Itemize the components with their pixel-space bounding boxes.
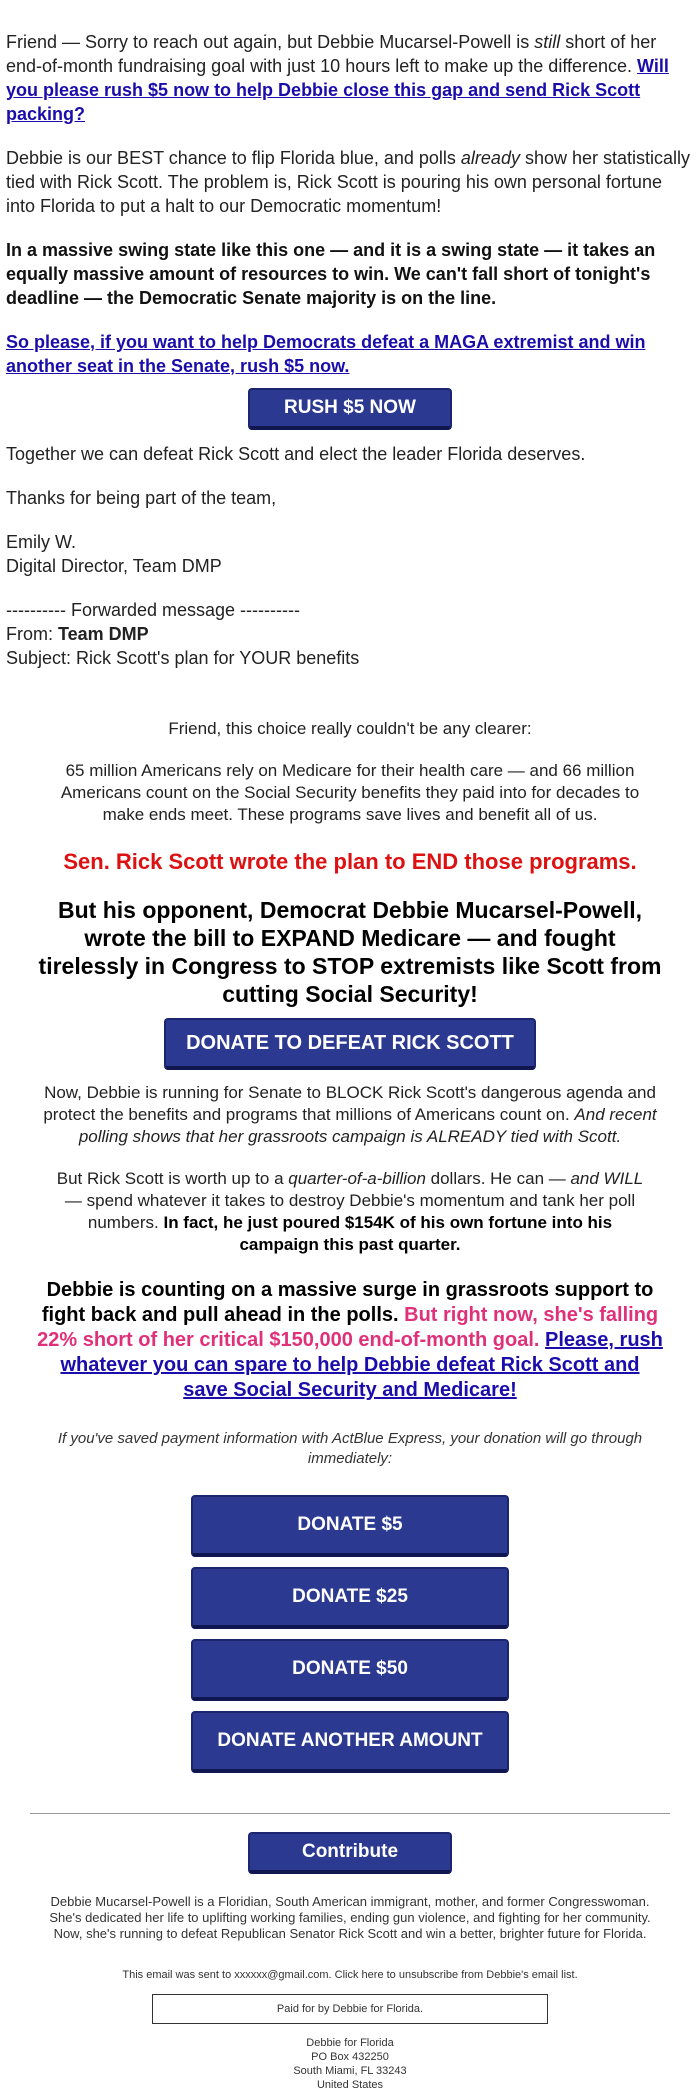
black-heading: But his opponent, Democrat Debbie Mucarsel-Powell, wrote the bill to EXPAND Medicare — and fought tirelessly in Congress to STOP extremists like Scott from cutting Social Security! — [38, 897, 662, 1007]
signature-title: Digital Director, Team DMP — [6, 556, 222, 576]
intro-text: Friend — Sorry to reach out again, but Debbie Mucarsel-Powell is — [6, 32, 535, 52]
address-line: Debbie for Florida — [306, 2037, 394, 2049]
thanks-line: Thanks for being part of the team, — [6, 488, 277, 508]
closing-line: Together we can defeat Rick Scott and elect the leader Florida deserves. — [6, 444, 586, 464]
intro-text: Debbie is our BEST chance to flip Florida blue, and polls — [6, 148, 461, 168]
contribute-row — [6, 1832, 694, 1874]
unsubscribe-text[interactable]: This email was sent to xxxxxx@gmail.com. Click here to unsubscribe from Debbie's email list. — [122, 1969, 578, 1981]
defeat-button-row — [6, 1018, 694, 1070]
intro-paragraph-1 — [6, 30, 694, 126]
forward-subject: Subject: Rick Scott's plan for YOUR benefits — [6, 648, 360, 668]
swing-state-paragraph: In a massive swing state like this one — and it is a swing state — it takes an equally massive amount of resources to win. We can't fall short of tonight's deadline — the Democratic Senate majority is on the line. — [6, 240, 656, 308]
body-text: dollars. He can — — [425, 1169, 571, 1188]
contribute-button[interactable]: Contribute — [248, 1832, 452, 1874]
donate-25-button[interactable]: DONATE $25 — [191, 1567, 509, 1629]
intro-paragraph-2 — [6, 146, 694, 218]
actblue-express-note: If you've saved payment information with ActBlue Express, your donation will go through immediately: — [57, 1430, 643, 1467]
greeting: Friend, this choice really couldn't be any clearer: — [168, 719, 532, 738]
intro-text: show her statistically tied with Rick Scott. The problem is, Rick Scott is pouring his own personal fortune into Florida to put a halt to our Democratic momentum! — [6, 148, 691, 216]
donate-50-button[interactable]: DONATE $50 — [191, 1639, 509, 1701]
donate-button-list — [6, 1495, 694, 1783]
address-line: PO Box 432250 — [311, 2051, 389, 2063]
body-text: Debbie is counting on a massive surge in grassroots support to fight back and pull ahead in the polls. — [41, 1279, 654, 1326]
shortfall-text: But right now, she's falling 22% short of her critical $150,000 end-of-month goal. — [37, 1304, 659, 1351]
bold-text: In fact, he just poured $154K of his own fortune into his campaign this past quarter. — [163, 1213, 613, 1254]
rush-5-link[interactable]: Will you please rush $5 now to help Debbie close this gap and send Rick Scott packing? — [6, 56, 669, 124]
emphasis-text: quarter-of-a-billion — [288, 1169, 426, 1188]
emphasis-text: still — [534, 32, 561, 52]
forward-from — [6, 622, 694, 646]
intro-paragraph-4 — [6, 330, 694, 378]
emphasis-text: and WILL — [570, 1169, 644, 1188]
rush-whatever-link[interactable]: Please, rush whatever you can spare to help Debbie defeat Rick Scott and save Social Security and Medicare! — [60, 1329, 663, 1401]
address-line: South Miami, FL 33243 — [293, 2065, 407, 2077]
address-line: United States — [316, 2079, 384, 2091]
defeat-maga-link[interactable]: So please, if you want to help Democrats defeat a MAGA extremist and win another seat in the Senate, rush $5 now. — [6, 332, 646, 376]
paid-for-box: Paid for by Debbie for Florida. — [152, 1994, 548, 2024]
intro-text: short of her end-of-month fundraising goal with just 10 hours left to make up the difference. — [6, 32, 657, 76]
body-text: But Rick Scott is worth up to a — [56, 1169, 289, 1188]
fortune-paragraph — [6, 1168, 694, 1256]
donate-defeat-button[interactable]: DONATE TO DEFEAT RICK SCOTT — [164, 1018, 536, 1070]
donate-5-button[interactable]: DONATE $5 — [191, 1495, 509, 1557]
from-label: From: — [6, 624, 58, 644]
donate-other-button[interactable]: DONATE ANOTHER AMOUNT — [191, 1711, 509, 1773]
medicare-paragraph: 65 million Americans rely on Medicare for their health care — and 66 million Americans count on the Social Security benefits they paid into for decades to make ends meet. These programs save lives and benefit all of us. — [60, 761, 640, 824]
candidate-bio: Debbie Mucarsel-Powell is a Floridian, South American immigrant, mother, and former Congresswoman. She's dedicated her life to uplifting working families, ending gun violence, and fighting for her community. Now, she's running to defeat Republican Senator Rick Scott and win a better, brighter future for Florida. — [49, 1894, 651, 1941]
body-text: — spend whatever it takes to destroy Debbie's momentum and tank her poll numbers. — [64, 1191, 636, 1232]
from-value: Team DMP — [58, 624, 149, 644]
surge-paragraph — [6, 1278, 694, 1403]
rush-5-now-button[interactable]: RUSH $5 NOW — [248, 388, 452, 430]
mailing-address — [6, 2036, 694, 2092]
senate-paragraph — [6, 1082, 694, 1148]
forward-divider: ---------- Forwarded message ---------- — [6, 600, 300, 620]
emphasis-text: And recent polling shows that her grassroots campaign is ALREADY tied with Scott. — [78, 1105, 657, 1146]
emphasis-text: already — [460, 148, 520, 168]
signature-name: Emily W. — [6, 532, 76, 552]
body-text: Now, Debbie is running for Senate to BLOCK Rick Scott's dangerous agenda and protect the benefits and programs that millions of Americans count on. — [43, 1083, 656, 1124]
red-heading: Sen. Rick Scott wrote the plan to END those programs. — [63, 849, 637, 874]
rush-button-row — [6, 388, 694, 430]
